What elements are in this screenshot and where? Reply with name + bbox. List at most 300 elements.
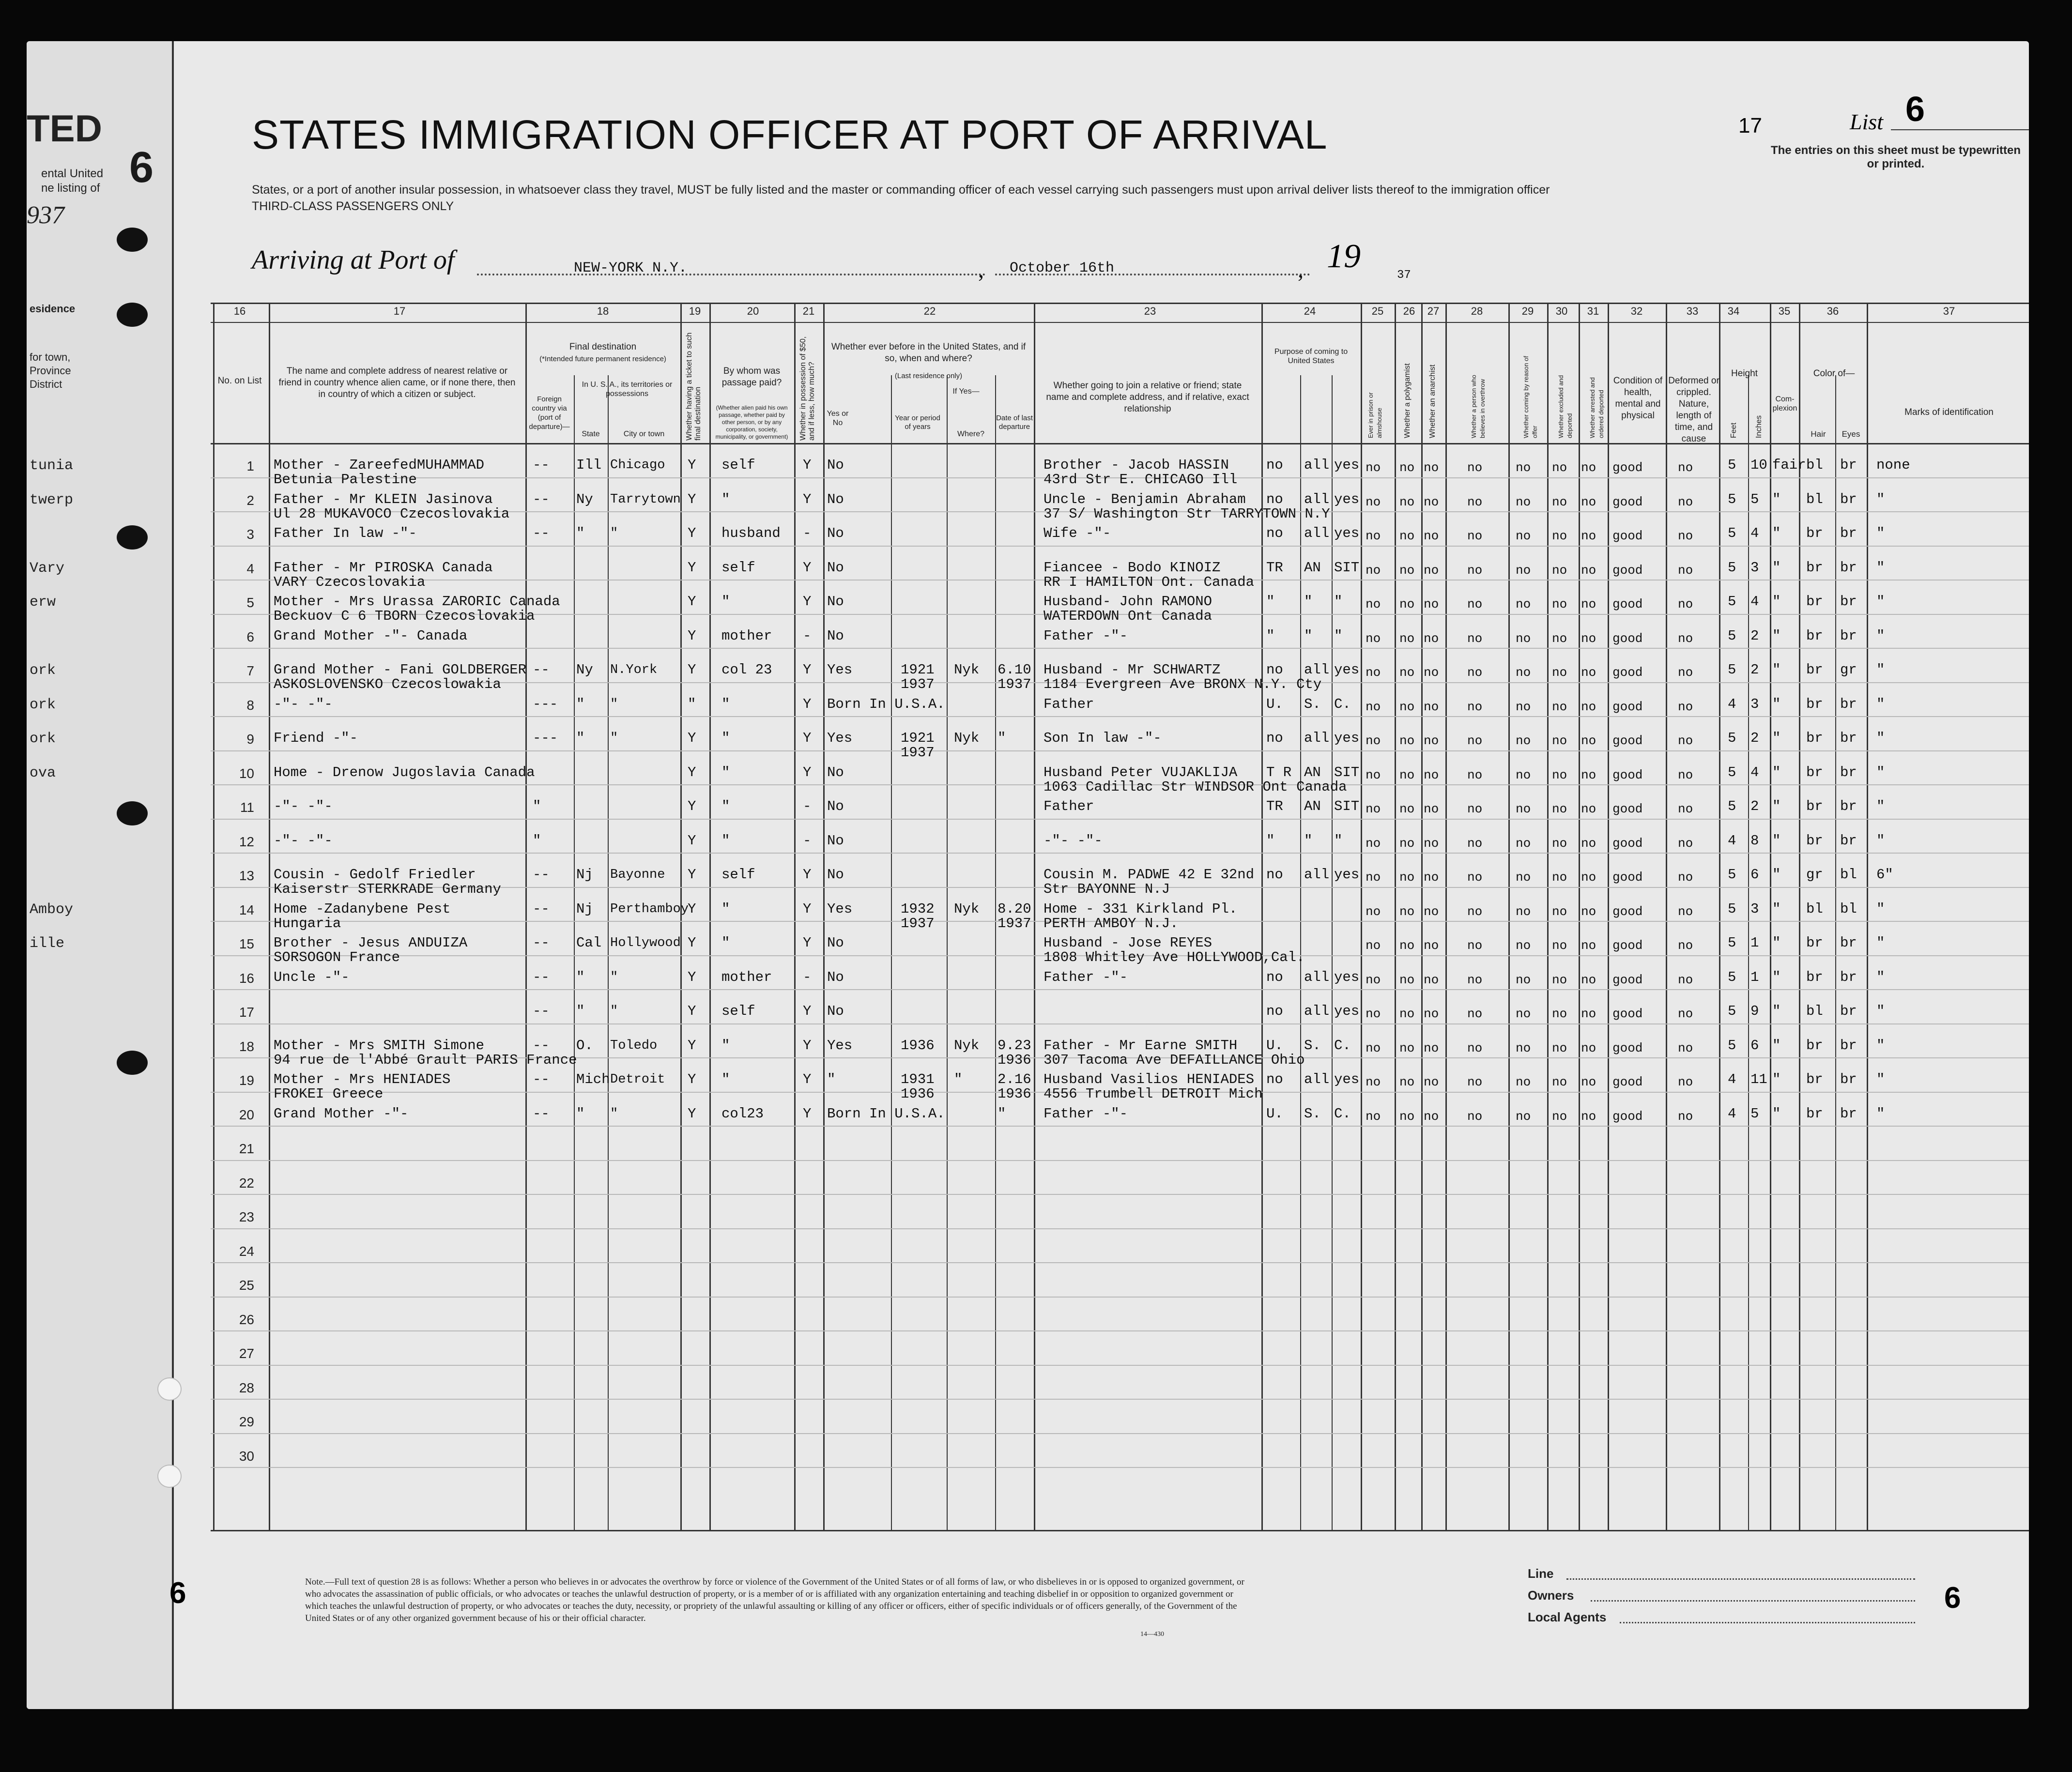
- height-feet: 5: [1728, 867, 1736, 883]
- question-answer: no: [1399, 870, 1415, 885]
- purpose-3: yes: [1334, 525, 1360, 541]
- height-inches: 2: [1750, 628, 1759, 644]
- destination-city: ": [610, 1107, 618, 1121]
- height-inches: 6: [1750, 1038, 1759, 1054]
- question-answer: no: [1366, 768, 1381, 782]
- question-answer: no: [1366, 802, 1381, 816]
- nearest-relative: ASKOSLOVENSKO Czecoslowakia: [274, 676, 501, 692]
- joining-relative: Father: [1044, 696, 1094, 712]
- question-answer: no: [1467, 1109, 1483, 1124]
- ever-before-us: No: [827, 764, 844, 780]
- joining-relative: 43rd Str E. CHICAGO Ill: [1044, 472, 1238, 488]
- manifest-page: [27, 41, 2029, 1709]
- row-number: 9: [246, 732, 254, 747]
- hair-color: br: [1806, 696, 1823, 712]
- height-inches: 10: [1750, 457, 1767, 473]
- money-50: Y: [803, 1071, 812, 1087]
- question-answer: no: [1366, 631, 1381, 646]
- row-number: 30: [239, 1449, 254, 1464]
- row-rule: [211, 819, 2029, 820]
- question-answer: no: [1366, 1007, 1381, 1021]
- question-answer: no: [1467, 700, 1483, 714]
- nearest-relative: Brother - Jesus ANDUIZA: [274, 935, 468, 951]
- joining-relative: RR I HAMILTON Ont. Canada: [1044, 574, 1255, 590]
- joining-relative: 1184 Evergreen Ave BRONX N.Y. Cty: [1044, 676, 1322, 692]
- foreign-country: ---: [533, 696, 558, 712]
- question-answer: no: [1366, 1075, 1381, 1089]
- question-answer: no: [1424, 1109, 1439, 1124]
- purpose-3: yes: [1334, 457, 1360, 473]
- joining-relative: Husband- John RAMONO: [1044, 594, 1213, 610]
- joining-relative: Husband Peter VUJAKLIJA: [1044, 764, 1238, 780]
- column-number-c21: 21: [802, 305, 815, 317]
- height-inches: 4: [1750, 764, 1759, 780]
- eye-color: br: [1840, 969, 1857, 985]
- row-number: 10: [239, 766, 254, 781]
- height-feet: 5: [1728, 935, 1736, 951]
- identification-marks: ": [1876, 696, 1885, 712]
- purpose-2: AN: [1304, 764, 1321, 780]
- eye-color: br: [1840, 1106, 1857, 1122]
- purpose-2: ": [1304, 594, 1313, 610]
- residence-fragment: twerp: [30, 492, 74, 508]
- joining-relative: Brother - Jacob HASSIN: [1044, 457, 1229, 473]
- question-answer: no: [1424, 870, 1439, 885]
- nearest-relative: -"- -"-: [274, 833, 333, 849]
- column-number-c35: 35: [1778, 305, 1791, 317]
- question-answer: no: [1424, 904, 1439, 919]
- purpose-2: all: [1304, 1071, 1330, 1087]
- date-value: October 16th: [1010, 260, 1115, 276]
- money-50: -: [803, 833, 812, 849]
- question-answer: no: [1467, 938, 1483, 953]
- deformed: no: [1678, 529, 1693, 543]
- row-rule: [211, 1433, 2029, 1434]
- question-answer: no: [1366, 460, 1381, 475]
- date-last-departure: 6.10: [998, 662, 1031, 678]
- question-answer: no: [1552, 1007, 1567, 1021]
- residence-fragment: erw: [30, 594, 56, 611]
- deformed: no: [1678, 973, 1693, 987]
- eye-color: br: [1840, 457, 1857, 473]
- height-feet: 5: [1728, 525, 1736, 541]
- identification-marks: ": [1876, 1071, 1885, 1087]
- row-number: 21: [239, 1141, 254, 1156]
- line-label: Line: [1528, 1566, 1554, 1581]
- question-answer: no: [1399, 665, 1415, 680]
- col31-title: Whether arrested and ordered deported: [1589, 377, 1605, 438]
- eye-color: bl: [1840, 867, 1857, 883]
- joining-relative: Father: [1044, 798, 1094, 814]
- year-prefix: 19: [1327, 238, 1361, 275]
- nearest-relative: Hungaria: [274, 916, 341, 932]
- purpose-3: yes: [1334, 662, 1360, 678]
- nearest-relative: Home - Drenow Jugoslavia Canada: [274, 764, 535, 780]
- row-rule: [211, 1228, 2029, 1229]
- complexion: ": [1772, 525, 1781, 541]
- list-label: List: [1850, 109, 1884, 134]
- where-in-us: ": [954, 1071, 963, 1087]
- ticket: Y: [688, 867, 696, 883]
- purpose-2: all: [1304, 457, 1330, 473]
- date-last-departure: ": [998, 1106, 1006, 1122]
- period-of-years: 1931: [901, 1071, 935, 1087]
- destination-city: ": [610, 731, 618, 746]
- purpose-3: SIT: [1334, 798, 1360, 814]
- column-rule-c35: [1770, 303, 1771, 1530]
- question-answer: no: [1552, 1109, 1567, 1124]
- foreign-country: --: [533, 969, 550, 985]
- date-comma: ,: [1298, 257, 1304, 283]
- row-rule: [211, 750, 2029, 751]
- arriving-label: Arriving at Port of: [252, 245, 455, 275]
- foreign-country: --: [533, 525, 550, 541]
- money-50: Y: [803, 696, 812, 712]
- hair-color: bl: [1806, 491, 1823, 507]
- colnum-rule: [211, 322, 2029, 323]
- passage-paid-by: ": [721, 798, 730, 814]
- hair-color: br: [1806, 833, 1823, 849]
- health-condition: good: [1612, 973, 1643, 987]
- col19-title: Whether having a ticket to such final destination: [685, 332, 702, 441]
- joining-relative: Cousin M. PADWE 42 E 32nd: [1044, 867, 1255, 883]
- question-answer: no: [1581, 733, 1596, 748]
- deformed: no: [1678, 495, 1693, 509]
- col30-title: Whether excluded and deported: [1557, 375, 1573, 438]
- question-answer: no: [1399, 460, 1415, 475]
- question-answer: no: [1366, 700, 1381, 714]
- destination-state: ": [576, 969, 585, 985]
- header-subtitle: States, or a port of another insular possession, in whatsoever class they travel, MUST be fully listed and the master or commanding officer of each vessel carrying such passengers must upon arrival deliver lists thereof to the immigration officer: [252, 183, 1550, 197]
- ever-before-us: ": [827, 1071, 836, 1087]
- ever-before-us: Yes: [827, 1038, 853, 1054]
- ticket: Y: [688, 662, 696, 678]
- complexion: ": [1772, 935, 1781, 951]
- question-answer: no: [1581, 1109, 1596, 1124]
- identification-marks: ": [1876, 1106, 1885, 1122]
- purpose-1: TR: [1266, 798, 1283, 814]
- foreign-country: --: [533, 901, 550, 917]
- question-answer: no: [1581, 802, 1596, 816]
- row-number: 23: [239, 1209, 254, 1224]
- question-answer: no: [1516, 460, 1531, 475]
- question-answer: no: [1516, 1041, 1531, 1055]
- question-answer: no: [1516, 904, 1531, 919]
- destination-city: Chicago: [610, 458, 665, 473]
- height-inches: 8: [1750, 833, 1759, 849]
- col33-title: Deformed or crippled. Nature, length of time, and cause: [1668, 376, 1719, 444]
- ticket: Y: [688, 798, 696, 814]
- ticket: Y: [688, 730, 696, 746]
- question-answer: no: [1399, 1007, 1415, 1021]
- money-50: Y: [803, 1003, 812, 1019]
- nearest-relative: Father - Mr PIROSKA Canada: [274, 560, 493, 576]
- joining-relative: -"- -"-: [1044, 833, 1103, 849]
- health-condition: good: [1612, 768, 1643, 782]
- row-rule: [211, 648, 2029, 649]
- where-in-us: Nyk: [954, 730, 980, 746]
- column-number-c34: 34: [1727, 305, 1740, 317]
- deformed: no: [1678, 1075, 1693, 1089]
- table-bottom-rule: [211, 1530, 2029, 1531]
- destination-city: Bayonne: [610, 868, 665, 882]
- question-answer: no: [1424, 460, 1439, 475]
- list-number: 6: [1905, 90, 1925, 129]
- header-top-rule: [211, 303, 2029, 304]
- height-feet: 4: [1728, 1071, 1736, 1087]
- manifest-table: [27, 41, 2029, 1709]
- question-answer: no: [1516, 563, 1531, 578]
- question-answer: no: [1399, 733, 1415, 748]
- purpose-1: no: [1266, 525, 1283, 541]
- eye-color: br: [1840, 560, 1857, 576]
- eye-color: gr: [1840, 662, 1857, 678]
- col18-city: City or town: [623, 430, 665, 438]
- where-in-us: Nyk: [954, 662, 980, 678]
- question-answer: no: [1516, 1007, 1531, 1021]
- residence-fragment: ova: [30, 765, 56, 781]
- nearest-relative: Grand Mother -"- Canada: [274, 628, 468, 644]
- residence-fragment: Amboy: [30, 901, 74, 918]
- nearest-relative: SORSOGON France: [274, 949, 400, 965]
- column-rule-c32: [1608, 303, 1609, 1530]
- nearest-relative: Uncle -"-: [274, 969, 350, 985]
- ticket: Y: [688, 1106, 696, 1122]
- joining-relative: Home - 331 Kirkland Pl.: [1044, 901, 1238, 917]
- complexion: ": [1772, 798, 1781, 814]
- residence-fragment: tunia: [30, 458, 74, 474]
- question-answer: no: [1366, 563, 1381, 578]
- question-answer: no: [1581, 597, 1596, 611]
- column-number-c30: 30: [1555, 305, 1568, 317]
- ever-before-us: Yes: [827, 662, 853, 678]
- question-answer: no: [1467, 563, 1483, 578]
- purpose-2: S.: [1304, 1038, 1321, 1054]
- header-bottom-rule: [211, 443, 2029, 444]
- purpose-3: ": [1334, 833, 1343, 849]
- joining-relative: 307 Tacoma Ave DEFAILLANCE Ohio: [1044, 1052, 1305, 1068]
- date-last-departure: ": [998, 730, 1006, 746]
- column-rule-c21: [794, 303, 796, 1530]
- deformed: no: [1678, 733, 1693, 748]
- date-last-departure: 1936: [998, 1086, 1031, 1102]
- question-answer: no: [1399, 802, 1415, 816]
- sub-column-rule-c18c: [608, 375, 609, 1530]
- height-inches: 2: [1750, 730, 1759, 746]
- height-inches: 5: [1750, 491, 1759, 507]
- period-of-years: 1921: [901, 730, 935, 746]
- question-answer: no: [1399, 1075, 1415, 1089]
- residence-fragment: ork: [30, 731, 56, 747]
- page-number: 17: [1738, 114, 1762, 137]
- question-answer: no: [1399, 631, 1415, 646]
- question-answer: no: [1366, 904, 1381, 919]
- identification-marks: ": [1876, 730, 1885, 746]
- question-answer: no: [1399, 529, 1415, 543]
- identification-marks: ": [1876, 969, 1885, 985]
- complexion: ": [1772, 730, 1781, 746]
- col18-title: Final destination: [569, 342, 637, 352]
- sub-column-rule-c22c: [995, 375, 996, 1530]
- column-rule-c36: [1799, 303, 1800, 1530]
- question-answer: no: [1581, 973, 1596, 987]
- destination-state: Mich: [576, 1071, 610, 1087]
- deformed: no: [1678, 836, 1693, 851]
- hair-color: br: [1806, 764, 1823, 780]
- height-feet: 5: [1728, 969, 1736, 985]
- hair-color: bl: [1806, 901, 1823, 917]
- money-50: Y: [803, 867, 812, 883]
- row-rule: [211, 853, 2029, 854]
- col32-title: Condition of health, mental and physical: [1613, 376, 1663, 421]
- column-number-c19: 19: [689, 305, 701, 317]
- purpose-2: AN: [1304, 798, 1321, 814]
- row-rule: [211, 1297, 2029, 1298]
- destination-state: ": [576, 730, 585, 746]
- period-of-years: 1921: [901, 662, 935, 678]
- row-number: 25: [239, 1278, 254, 1293]
- height-feet: 5: [1728, 1038, 1736, 1054]
- row-number: 19: [239, 1073, 254, 1088]
- question-answer: no: [1581, 938, 1596, 953]
- column-rule-c31: [1579, 303, 1580, 1530]
- question-answer: no: [1581, 700, 1596, 714]
- question-answer: no: [1399, 938, 1415, 953]
- nearest-relative: Mother - ZareefedMUHAMMAD: [274, 457, 485, 473]
- question-answer: no: [1552, 768, 1567, 782]
- height-feet: 5: [1728, 662, 1736, 678]
- where-in-us: Nyk: [954, 1038, 980, 1054]
- money-50: Y: [803, 594, 812, 610]
- question-answer: no: [1467, 802, 1483, 816]
- col28-title: Whether a person who believes in overthrow: [1470, 375, 1486, 438]
- column-number-c18: 18: [597, 305, 609, 317]
- row-rule: [211, 1194, 2029, 1195]
- height-feet: 5: [1728, 1003, 1736, 1019]
- col22-sub: (Last residence only): [894, 372, 963, 380]
- nearest-relative: Mother - Mrs HENIADES: [274, 1071, 451, 1087]
- money-50: Y: [803, 730, 812, 746]
- eye-color: br: [1840, 525, 1857, 541]
- purpose-2: S.: [1304, 1106, 1321, 1122]
- eye-color: br: [1840, 1071, 1857, 1087]
- height-feet: 4: [1728, 1106, 1736, 1122]
- question-answer: no: [1581, 665, 1596, 680]
- column-rule-c20: [709, 303, 711, 1530]
- question-answer: no: [1424, 1041, 1439, 1055]
- row-number: 13: [239, 868, 254, 883]
- question-answer: no: [1424, 1007, 1439, 1021]
- row-number: 28: [239, 1380, 254, 1395]
- question-answer: no: [1399, 597, 1415, 611]
- foreign-country: --: [533, 1038, 550, 1054]
- deformed: no: [1678, 1041, 1693, 1055]
- purpose-1: ": [1266, 628, 1275, 644]
- complexion: ": [1772, 628, 1781, 644]
- question-answer: no: [1424, 836, 1439, 851]
- nearest-relative: Betunia Palestine: [274, 472, 417, 488]
- question-answer: no: [1552, 973, 1567, 987]
- col26-title: Whether a polygamist: [1403, 363, 1412, 438]
- hair-color: br: [1806, 730, 1823, 746]
- col29-title: Whether coming by reason of offer: [1522, 356, 1538, 438]
- column-number-c24: 24: [1304, 305, 1316, 317]
- row-number: 15: [239, 936, 254, 951]
- identification-marks: ": [1876, 628, 1885, 644]
- col25-title: Ever in prison or almshouse: [1367, 392, 1383, 438]
- ticket: ": [688, 696, 696, 712]
- question-28-note: Note.—Full text of question 28 is as follows: Whether a person who believes in or advocates the overthrow by force or violence of the Government of the United States or of all forms of law, or who disbelieves in or is opposed to organized government, or who advocates the assassination of public officials, or who advocates or teaches the unlawful destruction of property, or is a member of or is affiliated with any organization entertaining and teaching disbelief in or opposition to organized government or which teaches the unlawful destruction of property, or who advocates or teaches the duty, necessity, or propriety of the unlawful assaulting or killing of any officer or officers, either of specific individuals or of officers generally, of the Government of the United States or of any other organized government because of his or their official character.: [305, 1577, 1244, 1623]
- passage-paid-by: mother: [721, 628, 772, 644]
- row-number: 24: [239, 1244, 254, 1259]
- hair-color: bl: [1806, 457, 1823, 473]
- question-answer: no: [1516, 1109, 1531, 1124]
- question-answer: no: [1366, 973, 1381, 987]
- nearest-relative: Ul 28 MUKAVOCO Czecoslovakia: [274, 506, 510, 522]
- column-number-c37: 37: [1943, 305, 1955, 317]
- deformed: no: [1678, 938, 1693, 953]
- height-inches: 4: [1750, 594, 1759, 610]
- col22-period: Year or period of years: [895, 414, 940, 431]
- column-number-c23: 23: [1144, 305, 1156, 317]
- question-answer: no: [1552, 631, 1567, 646]
- residence-sub-3: District: [30, 378, 62, 390]
- purpose-1: U.: [1266, 696, 1283, 712]
- purpose-3: ": [1334, 594, 1343, 610]
- eye-color: br: [1840, 1003, 1857, 1019]
- foreign-country: --: [533, 457, 550, 473]
- question-answer: no: [1516, 700, 1531, 714]
- question-answer: no: [1467, 1007, 1483, 1021]
- height-inches: 4: [1750, 525, 1759, 541]
- health-condition: good: [1612, 1075, 1643, 1089]
- question-answer: no: [1399, 700, 1415, 714]
- complexion: ": [1772, 1003, 1781, 1019]
- col21-title: Whether in possession of $50, and if less, how much?: [799, 336, 816, 441]
- purpose-2: all: [1304, 867, 1330, 883]
- health-condition: good: [1612, 495, 1643, 509]
- sub-column-rule-c34a: [1748, 375, 1749, 1530]
- column-number-c32: 32: [1630, 305, 1643, 317]
- column-rule-c33: [1666, 303, 1667, 1530]
- row-number: 7: [246, 663, 254, 678]
- question-answer: no: [1366, 529, 1381, 543]
- question-answer: no: [1552, 529, 1567, 543]
- foreign-country: ---: [533, 730, 558, 746]
- complexion: ": [1772, 560, 1781, 576]
- destination-city: Hollywood: [610, 936, 681, 950]
- question-answer: no: [1581, 1041, 1596, 1055]
- passage-paid-by: self: [721, 1003, 755, 1019]
- passage-paid-by: mother: [721, 969, 772, 985]
- purpose-1: U.: [1266, 1038, 1283, 1054]
- ticket: Y: [688, 833, 696, 849]
- question-answer: no: [1424, 802, 1439, 816]
- purpose-2: all: [1304, 1003, 1330, 1019]
- destination-state: Nj: [576, 901, 593, 917]
- question-answer: no: [1399, 1109, 1415, 1124]
- hair-color: br: [1806, 560, 1823, 576]
- purpose-3: SIT: [1334, 764, 1360, 780]
- date-last-departure: 8.20: [998, 901, 1031, 917]
- hair-color: br: [1806, 798, 1823, 814]
- purpose-3: SIT: [1334, 560, 1360, 576]
- row-number: 17: [239, 1005, 254, 1020]
- complexion: ": [1772, 1038, 1781, 1054]
- row-rule: [211, 1399, 2029, 1400]
- ever-before-us: No: [827, 491, 844, 507]
- deformed: no: [1678, 460, 1693, 475]
